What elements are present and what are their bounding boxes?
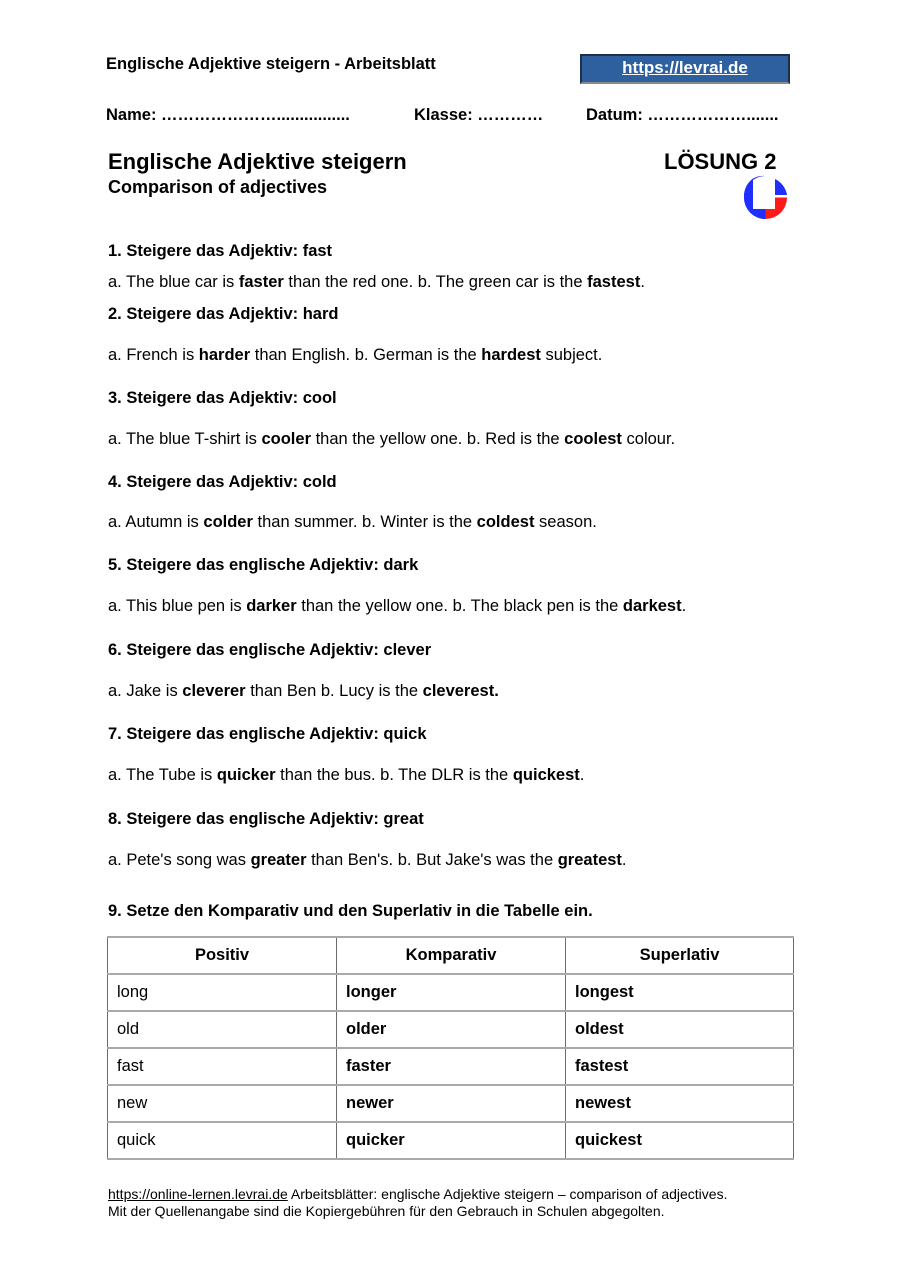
answer-word: cooler [261,430,311,448]
superlativ-cell: fastest [566,1048,794,1085]
footer-link[interactable]: https://online-lernen.levrai.de [108,1186,288,1202]
answer-word: coolest [564,430,622,448]
answer-word: coldest [476,513,535,531]
answer-text: than Ben's. b. But Jake's was the [306,851,558,869]
answer-word: greater [250,851,307,869]
answer-word: fastest [587,273,641,291]
site-link-box[interactable] [580,54,790,84]
answer-word: quicker [216,766,276,784]
table-row [108,1085,794,1122]
question-answer [108,597,686,616]
site-link[interactable]: https://levrai.de [622,58,748,77]
question-heading: 5. Steigere das englische Adjektiv: dark [108,556,419,574]
page-subtitle: Comparison of adjectives [108,177,328,197]
answer-text: than the yellow one. b. Red is the [311,430,565,448]
question-heading: 7. Steigere das englische Adjektiv: quick [108,725,427,743]
question-answer [108,346,602,365]
answer-text: a. The blue T-shirt is [108,430,262,448]
name-field-label: Name: …………………................ [106,106,350,124]
question-heading: 6. Steigere das englische Adjektiv: clever [108,641,432,659]
answer-text: a. French is [108,346,199,364]
column-header-positiv: Positiv [108,937,337,974]
table-row [108,1048,794,1085]
answer-text: a. The Tube is [108,766,217,784]
question-heading: 4. Steigere das Adjektiv: cold [108,473,337,491]
answer-text: than English. b. German is the [250,346,482,364]
superlativ-cell: newest [566,1085,794,1122]
table-row [108,974,794,1011]
question-heading: 8. Steigere das englische Adjektiv: great [108,810,424,828]
answer-text: a. The blue car is [108,273,239,291]
footer-line-2: Mit der Quellenangabe sind die Kopiergebühren für den Gebrauch in Schulen abgegolten. [108,1203,665,1219]
answer-text: subject. [540,346,603,364]
solution-label: LÖSUNG 2 [664,149,777,174]
answer-text: . [579,766,585,784]
positiv-cell: long [108,974,337,1011]
positiv-cell: old [108,1011,337,1048]
footer [108,1186,727,1220]
answer-text: than summer. b. Winter is the [252,513,477,531]
answer-text: than the yellow one. b. The black pen is the [296,597,623,615]
question-answer [108,766,584,785]
superlativ-cell: oldest [566,1011,794,1048]
question-answer [108,273,645,292]
answer-word: greatest [557,851,622,869]
answer-word: hardest [481,346,541,364]
levrai-logo-icon [742,175,789,220]
answer-text: a. Autumn is [108,513,204,531]
date-field-label: Datum: ………………....... [586,106,779,124]
answer-word: harder [198,346,251,364]
column-header-komparativ: Komparativ [337,937,566,974]
positiv-cell: new [108,1085,337,1122]
question-heading: 1. Steigere das Adjektiv: fast [108,242,333,260]
question-answer [108,682,499,701]
page-title: Englische Adjektive steigern [108,149,407,174]
footer-line-1 [108,1186,727,1203]
table-header-row [108,937,794,974]
answer-text: than Ben b. Lucy is the [245,682,423,700]
class-field-label: Klasse: ………… [414,106,544,124]
komparativ-cell: quicker [337,1122,566,1159]
komparativ-cell: longer [337,974,566,1011]
answer-text: colour. [621,430,676,448]
superlativ-cell: quickest [566,1122,794,1159]
answer-word: cleverer [182,682,246,700]
comparison-table [107,936,794,1160]
answer-text: . [621,851,627,869]
question-answer [108,851,627,870]
answer-word: darkest [622,597,682,615]
answer-text: . [681,597,687,615]
question-answer [108,513,597,532]
answer-word: colder [203,513,253,531]
komparativ-cell: newer [337,1085,566,1122]
answer-text: . [640,273,645,291]
komparativ-cell: faster [337,1048,566,1085]
answer-text: a. Pete's song was [108,851,251,869]
answer-word: darker [246,597,297,615]
answer-word: cleverest. [422,682,499,700]
superlativ-cell: longest [566,974,794,1011]
table-task-heading: 9. Setze den Komparativ und den Superlativ in die Tabelle ein. [108,902,593,920]
table-row [108,1011,794,1048]
answer-text: a. Jake is [108,682,183,700]
question-answer [108,430,675,449]
positiv-cell: fast [108,1048,337,1085]
answer-word: quickest [512,766,580,784]
answer-text: than the bus. b. The DLR is the [275,766,513,784]
column-header-superlativ: Superlativ [566,937,794,974]
table-row [108,1122,794,1159]
footer-text-1: Arbeitsblätter: englische Adjektive steigern – comparison of adjectives. [287,1186,728,1202]
worksheet-title: Englische Adjektive steigern - Arbeitsblatt [106,55,436,73]
positiv-cell: quick [108,1122,337,1159]
answer-text: season. [534,513,597,531]
question-heading: 3. Steigere das Adjektiv: cool [108,389,337,407]
komparativ-cell: older [337,1011,566,1048]
answer-text: than the red one. b. The green car is the [283,273,588,291]
question-heading: 2. Steigere das Adjektiv: hard [108,305,339,323]
answer-text: a. This blue pen is [108,597,247,615]
answer-word: faster [238,273,284,291]
